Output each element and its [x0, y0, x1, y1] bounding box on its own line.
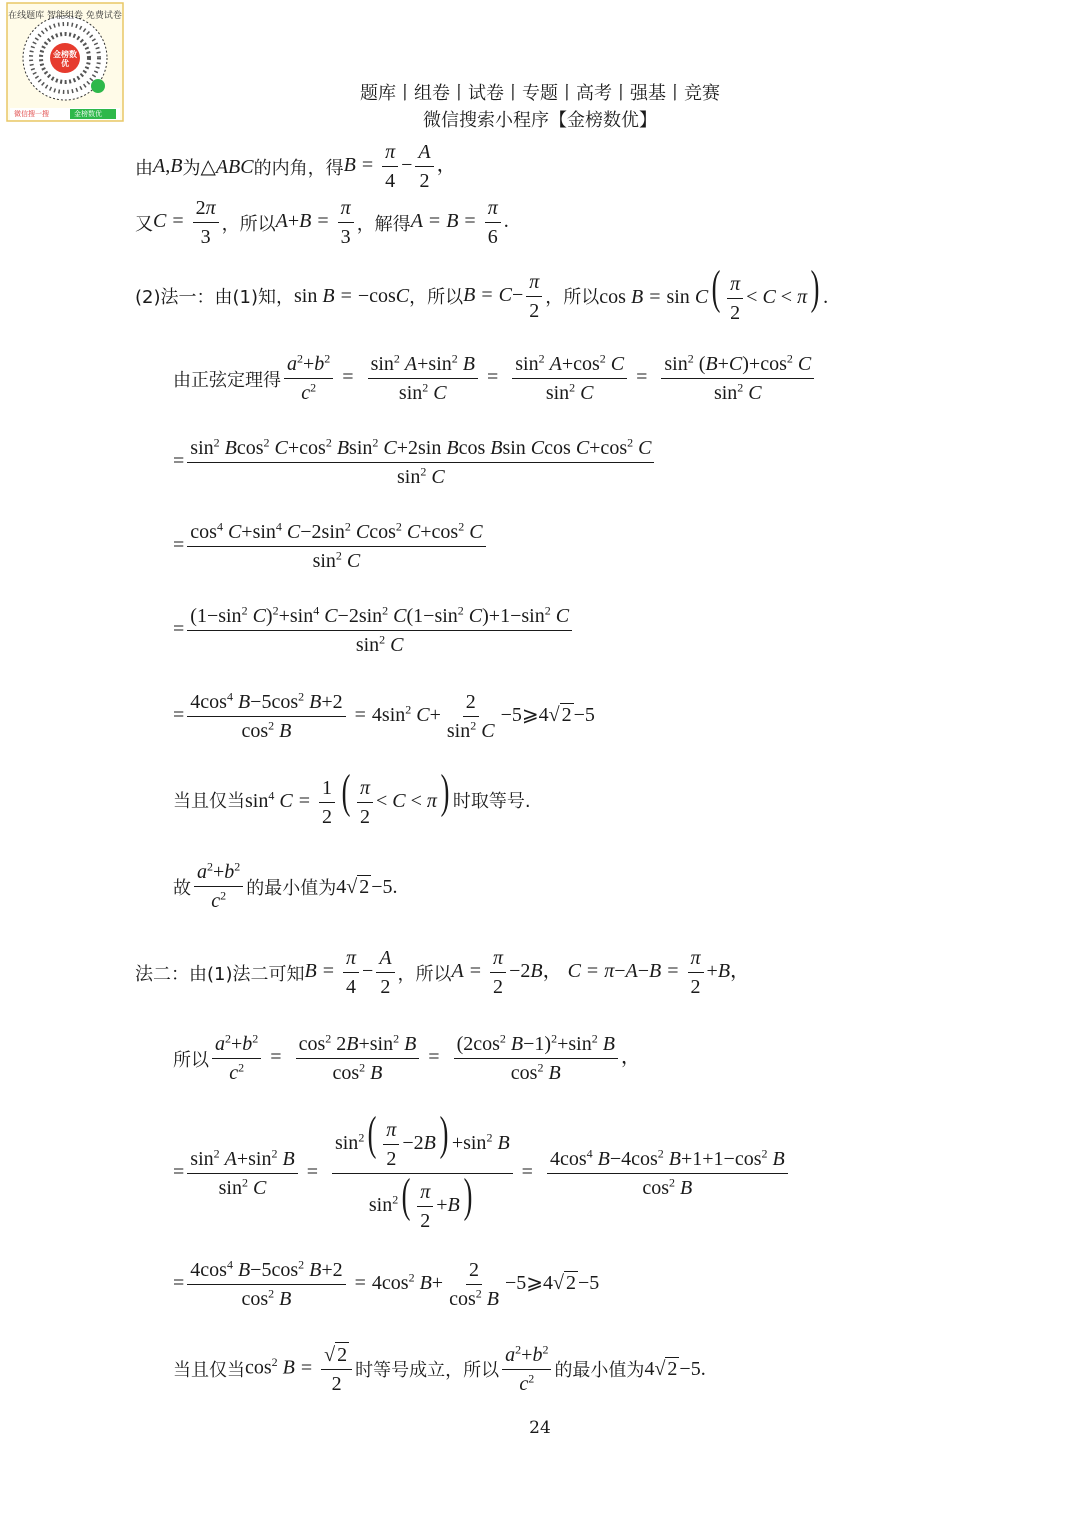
line-10: 故 $\frac{a^2+b^2}{c^2}$ 的最小值为 4√ 2 −5. [173, 859, 398, 912]
t-m2a: 法二：由(1)法二可知 [135, 963, 305, 985]
page-number: 24 [529, 1418, 551, 1438]
t-l3c: ，所以 [545, 287, 600, 309]
t-m2c: 所以 [173, 1049, 209, 1071]
t-l3a: (2)法一：由(1)知， [135, 287, 294, 309]
header-subtitle: 微信搜索小程序【金榜数优】 [423, 110, 657, 131]
t-l2b: ，所以 [221, 213, 276, 235]
line-2: 又 C = $\frac{2\pi}{3}$ ，所以 A+B = $\frac{\pi}{3}$ ，解得 A = B = $\frac{\pi}{6}$ . [135, 197, 509, 248]
line-1: 由 A,B 为 △ABC 的内角，得 B = $\frac{\pi}{4}$ − $\frac{A}{2}$ ， [135, 141, 457, 192]
t-eqlabel: 当且仅当 [173, 791, 245, 813]
line-3: (2)法一：由(1)知， sin B = −cosC ，所以 B = C− $\frac{\pi}{2}$ ，所以 cos B = sin C( $\frac{\pi}{2}$ < C < π) . [135, 261, 829, 324]
line-12: 所以 $\frac{a^2+b^2}{c^2}$ = $\frac{\cos^2 2B+\sin^2 B}{\cos^2 B}$ = $\frac{(2\cos^2 B-1)^2+\sin^2 B}{\cos^2 B}$ ， [173, 1031, 641, 1084]
line-4: 由正弦定理得 $\frac{a^2+b^2}{c^2}$ = $\frac{\sin^2 A+\sin^2 B}{\sin^2 C}$ = $\frac{\sin^2 A+\cos^2 C}{\sin^2 C}$ = $\frac{\sin^2 (B+C)+\cos^2 C}{\sin^2 C}$ [173, 352, 817, 405]
line-5: = $\frac{\sin^2 Bcos^2 C+\cos^2 Bsin^2 C+2\sin Bcos Bsin Ccos C+\cos^2 C}{\sin^2 C}$ [173, 436, 657, 489]
line-13: = $\frac{\sin^2 A+\sin^2 B}{\sin^2 C}$ = $\sin^2$( $\frac{\pi}{2}$ $-2B) +\sin^2$ B $\sin^2$( $\frac{\pi}{2}$ +B) = $\frac{4\cos^4 B-4\cos^2 B+1+1-\cos^2 B}{\cos^2 B}$ [173, 1114, 791, 1233]
t-last-c: 的最小值为 [554, 1360, 645, 1381]
logo-center-text: 金榜数优 [53, 50, 77, 68]
t-l2a: 又 [135, 213, 153, 235]
t-l1b: 为 [182, 157, 201, 179]
t-l1a: 由 [135, 157, 153, 179]
line-8: = $\frac{4\cos^4 B-5\cos^2 B+2}{\cos^2 B}$ = $4\sin^2$ C+ $\frac{2}{\sin^2 C}$ −5⩾4√ 2 −5 [173, 689, 595, 742]
t-l2c: ，解得 [356, 213, 411, 235]
line-14: = $\frac{4\cos^4 B-5\cos^2 B+2}{\cos^2 B}$ = $4\cos^2$ B+ $\frac{2}{\cos^2 B}$ −5⩾4√ 2 −5 [173, 1257, 600, 1310]
t-conc-a: 故 [173, 877, 191, 899]
t-last-b: 时等号成立，所以 [355, 1360, 500, 1381]
logo-bottom-right: 金榜数优 [74, 110, 102, 118]
t-last-a: 当且仅当 [173, 1360, 245, 1381]
t-l4a: 由正弦定理得 [173, 369, 281, 391]
header-nav: 题库丨组卷丨试卷丨专题丨高考丨强基丨竞赛 [360, 83, 720, 104]
line-11: 法二：由(1)法二可知 B = $\frac{\pi}{4}$ − $\frac{A}{2}$ ，所以 A = $\frac{\pi}{2}$ −2B， C = π−A−B = $\frac{\pi}{2}$ +B， [135, 947, 751, 998]
logo-bottom-left: 微信搜一搜 [14, 110, 49, 118]
line-9: 当且仅当 $\sin^4 C$ = $\frac{1}{2}$ ( $\frac{\pi}{2}$ < C < π) 时取等号. [173, 765, 531, 828]
line-7: = $\frac{(1-\sin^2 C)^2+\sin^4 C-2\sin^2 C(1-\sin^2 C)+1-\sin^2 C}{\sin^2 C}$ [173, 604, 575, 657]
logo-top-text: 在线题库 智能组卷 免费试卷 [8, 11, 122, 21]
line-6: = $\frac{\cos^4 C+\sin^4 C-2\sin^2 Ccos^2 C+\cos^2 C}{\sin^2 C}$ [173, 520, 489, 573]
t-eqlabel-tail: 时取等号. [452, 791, 531, 813]
t-m2b: ，所以 [397, 963, 452, 985]
t-l3b: ，所以 [409, 287, 464, 309]
t-conc-b: 的最小值为 [246, 877, 337, 899]
line-15: 当且仅当 $\cos^2 B$ = √ 2 2 时等号成立，所以 $\frac{a^2+b^2}{c^2}$ 的最小值为 4√ 2 −5. [173, 1341, 706, 1395]
t-l1c: 的内角，得 [253, 157, 344, 179]
